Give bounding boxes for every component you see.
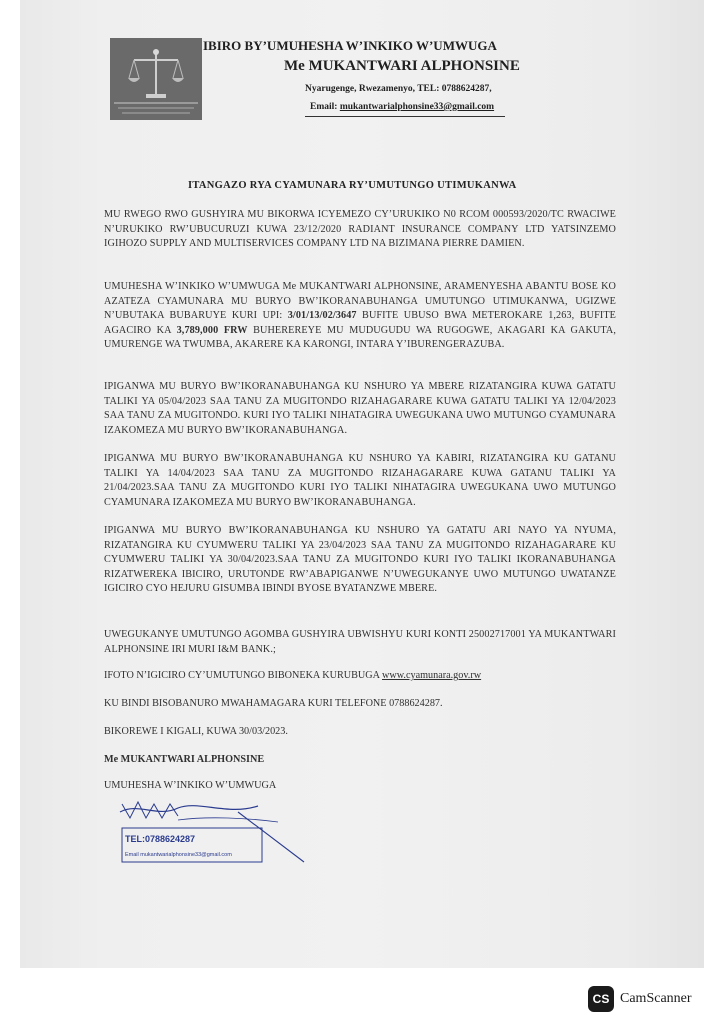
email-line: [310, 102, 494, 112]
property-value: 3,789,000 FRW: [176, 324, 248, 336]
paragraph-first-auction: IPIGANWA MU BURYO BW’IKORANABUHANGA KU NSHURO YA MBERE RIZATANGIRA KUWA GATATU TALIKI YA 05/04/2023 SAA TANU ZA MUGITONDO RIZAHAGARARE KUWA GATATU TALIKI YA 12/04/2023 SAA TANU ZA MUGITONDO. KURI IYO TALIKI NIHATAGIRA UWEGUKANA UWO MUTUNGO CYAMUNARA IZAKOMEZA MU BURYO BW’IKORANABUHANGA.: [104, 381, 616, 436]
website-link[interactable]: www.cyamunara.gov.rw: [382, 670, 482, 681]
property-text: UMUHESHA W’INKIKO W’UMWUGA Me MUKANTWARI ALPHONSINE, ARAMENYESHA ABANTU BOSE KO AZATEZA CYAMUNARA MU BURYO BW’IKORANABUHANGA UMUTUNGO UTIMUKANWA, UGIZWE N’UBUTAKA BUBARUYE KURI UPI:: [104, 281, 616, 321]
paragraph-date: BIKOREWE I KIGALI, KUWA 30/03/2023.: [104, 726, 288, 737]
paragraph-property-description: [104, 280, 616, 353]
stamp-phone: TEL:0788624287: [125, 834, 196, 844]
paragraph-payment: UWEGUKANYE UMUTUNGO AGOMBA GUSHYIRA UBWISHYU KURI KONTI 25002717001 YA MUKANTWARI ALPHONSINE IRI MURI I&M BANK.;: [104, 629, 616, 655]
camscanner-watermark: CamScanner: [620, 991, 692, 1006]
website-text: IFOTO N’IGICIRO CY’UMUTUNGO BIBONEKA KURUBUGA: [104, 670, 382, 681]
property-size-text: BUFITE UBUSO BWA METEROKARE 1,263, BUFITE AGACIRO KA: [104, 310, 616, 336]
signatory-role: UMUHESHA W’INKIKO W’UMWUGA: [104, 780, 277, 791]
signatory-name: Me MUKANTWARI ALPHONSINE: [104, 754, 265, 765]
property-location: BUHEREREYE MU MUDUGUDU WA RUGOGWE, AKAGARI KA GAKUTA, UMURENGE WA TWUMBA, AKARERE KA KARONGI, INTARA Y’IBURENGERAZUBA.: [104, 324, 616, 350]
email-label: Email:: [310, 102, 340, 112]
header-divider: [305, 116, 505, 117]
email-address: mukantwarialphonsine33@gmail.com: [339, 102, 495, 112]
stamp-email: Email mukantwarialphonsine33@gmail.com: [125, 852, 232, 858]
office-title: IBIRO BY’UMUHESHA W’INKIKO W’UMWUGA: [203, 38, 497, 53]
bailiff-name: Me MUKANTWARI ALPHONSINE: [284, 58, 520, 74]
upi-number: 3/01/13/02/3647: [287, 310, 357, 321]
paragraph-second-auction: IPIGANWA MU BURYO BW’IKORANABUHANGA KU NSHURO YA KABIRI, RIZATANGIRA KU GATANU TALIKI YA 14/04/2023 SAA TANU ZA MUGITONDO RIZAHAGARARE KUWA GATANU TALIKI YA 21/04/2023.SAA TANU ZA MUGITONDO KURI IYO TALIKI NIHATAGIRA UWEGUKANA UWO MUTUNGO CYAMUNARA IZAKOMEZA MU BURYO BW’IKORANABUHANGA.: [104, 453, 616, 508]
paragraph-contact: KU BINDI BISOBANURO MWAHAMAGARA KURI TELEFONE 0788624287.: [104, 698, 443, 709]
notice-title: ITANGAZO RYA CYAMUNARA RY’UMUTUNGO UTIMUKANWA: [188, 180, 517, 191]
scales-of-justice-logo: [110, 38, 202, 120]
paragraph-website: [104, 670, 481, 681]
camscanner-icon: CS: [588, 986, 614, 1012]
address-line: Nyarugenge, Rwezamenyo, TEL: 0788624287,: [305, 84, 492, 94]
paragraph-third-auction: IPIGANWA MU BURYO BW’IKORANABUHANGA KU NSHURO YA GATATU ARI NAYO YA NYUMA, RIZATANGIRA KU CYUMWERU TALIKI YA 23/04/2023 SAA TANU ZA MUGITONDO RIZAHAGARARE KU CYUMWERU TALIKI YA 30/04/2023.SAA TANU ZA MUGITONDO KURI IYO TALIKI IKORANABUHANGA RIZATWEREKA IBICIRO, URUTONDE RW’ABAPIGANWE N’UWEGUKANYE UWO MUTUNGO UWATANZE IGICIRO CYO HEJURU GISUMBA IBINDI BYOSE BYATANZWE MBERE.: [104, 525, 616, 594]
paragraph-court-decision: MU RWEGO RWO GUSHYIRA MU BIKORWA ICYEMEZO CY’URUKIKO N0 RCOM 000593/2020/TC RWACIWE N’URUKIKO RW’UBUCURUZI KUWA 23/12/2020 RADIANT INSURANCE COMPANY LTD YATSINZEMO IGIHOZO SUPPLY AND MULTISERVICES COMPANY LTD NA BIZIMANA PIERRE DAMIEN.: [104, 209, 616, 249]
